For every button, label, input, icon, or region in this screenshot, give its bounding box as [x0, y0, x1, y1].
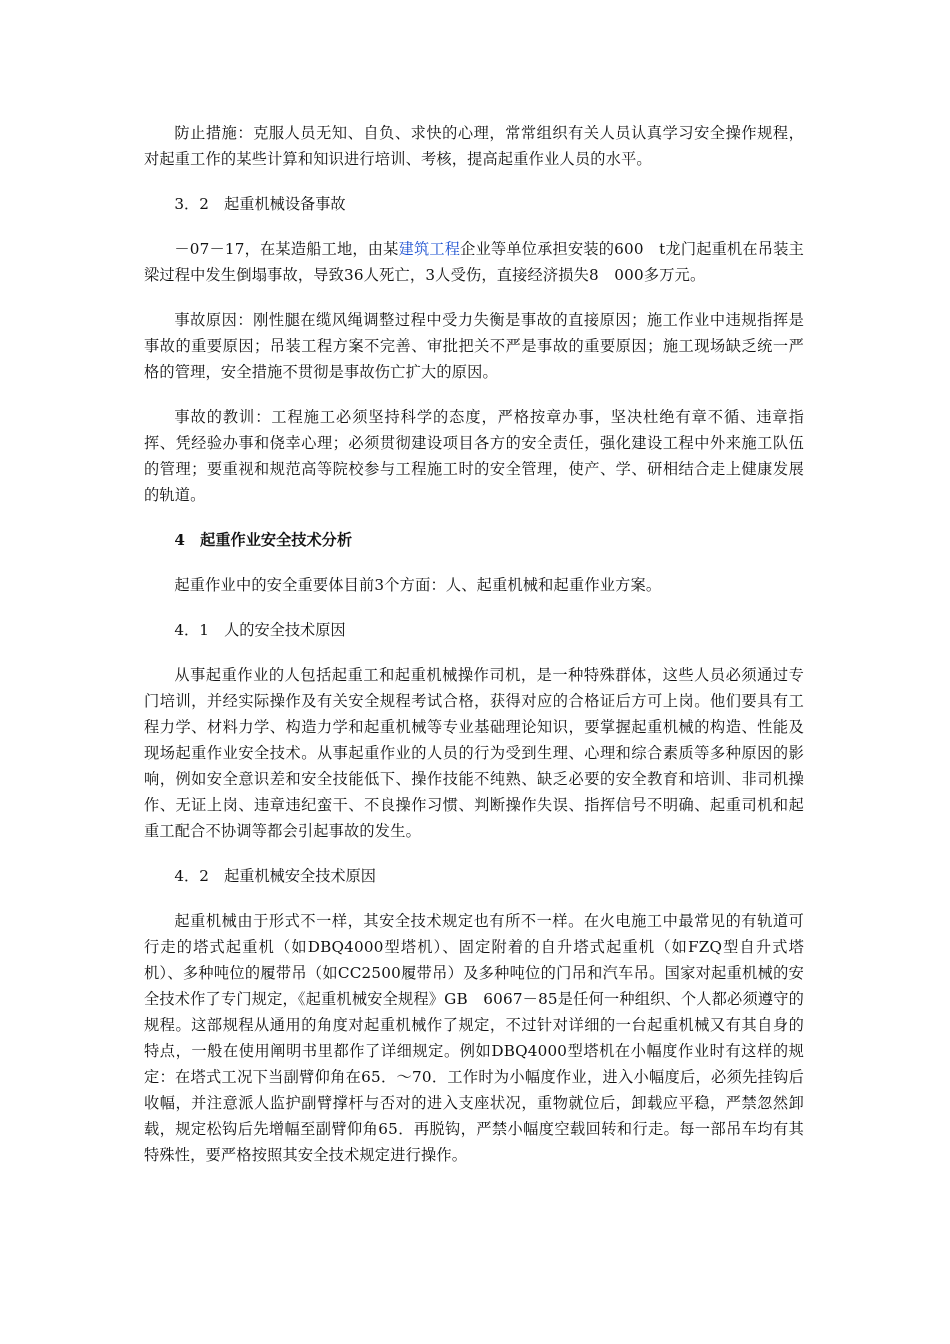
document-body [144, 120, 804, 1187]
paragraph-crane-technical-factors: 起重机械由于形式不一样，其安全技术规定也有所不一样。在火电施工中最常见的有轨道可行走的塔式起重机（如DBQ4000型塔机）、固定附着的自升塔式起重机（如FZQ型自升式塔机）、多种吨位的履带吊（如CC2500履带吊）及多种吨位的门吊和汽车吊。国家对起重机械的安全技术作了专门规定，《起重机械安全规程》GB 6067－85是任何一种组织、个人都必须遵守的规程。这部规程从通用的角度对起重机械作了规定，不过针对详细的一台起重机械又有其自身的特点，一般在使用阐明书里都作了详细规定。例如DBQ4000型塔机在小幅度作业时有这样的规定：在塔式工况下当副臂仰角在65．～70．工作时为小幅度作业，进入小幅度后，必须先挂钩后收幅，并注意派人监护副臂撑杆与否对的进入支座状况，重物就位后，卸载应平稳，严禁忽然卸载，规定松钩后先增幅至副臂仰角65．再脱钩，严禁小幅度空载回转和行走。每一部吊车均有其特殊性，要严格按照其安全技术规定进行操作。 [144, 912, 804, 1164]
paragraph-prevention-measures: 防止措施：克服人员无知、自负、求快的心理，常常组织有关人员认真学习安全操作规程，对起重工作的某些计算和知识进行培训、考核，提高起重作业人员的水平。 [144, 124, 804, 168]
section-heading-4-2: 4．2 起重机械安全技术原因 [174, 867, 376, 885]
paragraph-accident-description [144, 236, 804, 288]
paragraph-accident-lessons: 事故的教训：工程施工必须坚持科学的态度，严格按章办事，坚决杜绝有章不循、违章指挥、凭经验办事和侥幸心理；必须贯彻建设项目各方的安全责任，强化建设工程中外来施工队伍的管理；要重视和规范高等院校参与工程施工时的安全管理，使产、学、研相结合走上健康发展的轨道。 [144, 408, 804, 504]
paragraph-accident-causes: 事故原因：刚性腿在缆风绳调整过程中受力失衡是事故的直接原因；施工作业中违规指挥是事故的重要原因；吊装工程方案不完善、审批把关不严是事故的重要原因；施工现场缺乏统一严格的管理，安全措施不贯彻是事故伤亡扩大的原因。 [144, 311, 804, 381]
paragraph-human-factors: 从事起重作业的人包括起重工和起重机械操作司机，是一种特殊群体，这些人员必须通过专门培训，并经实际操作及有关安全规程考试合格，获得对应的合格证后方可上岗。他们要具有工程力学、材料力学、构造力学和起重机械等专业基础理论知识，要掌握起重机械的构造、性能及现场起重作业安全技术。从事起重作业的人员的行为受到生理、心理和综合素质等多种原因的影响，例如安全意识差和安全技能低下、操作技能不纯熟、缺乏必要的安全教育和培训、非司机操作、无证上岗、违章违纪蛮干、不良操作习惯、判断操作失误、指挥信号不明确、起重司机和起重工配合不协调等都会引起事故的发生。 [144, 666, 804, 840]
section-heading-4-1: 4．1 人的安全技术原因 [174, 621, 346, 639]
construction-engineering-link[interactable]: 建筑工程 [398, 240, 461, 258]
paragraph-text-before-link: －07－17，在某造船工地，由某 [174, 240, 399, 258]
paragraph-text-after-link: 企业等单位承担安装的600 t龙门起重机在吊装主梁过程中发生倒塌事故，导致36人死亡，3人受伤，直接经济损失8 000多万元。 [144, 240, 804, 284]
section-heading-3-2: 3．2 起重机械设备事故 [174, 195, 346, 213]
section-heading-4: 4 起重作业安全技术分析 [174, 531, 353, 549]
paragraph-safety-aspects: 起重作业中的安全重要体目前3个方面：人、起重机械和起重作业方案。 [174, 576, 662, 594]
